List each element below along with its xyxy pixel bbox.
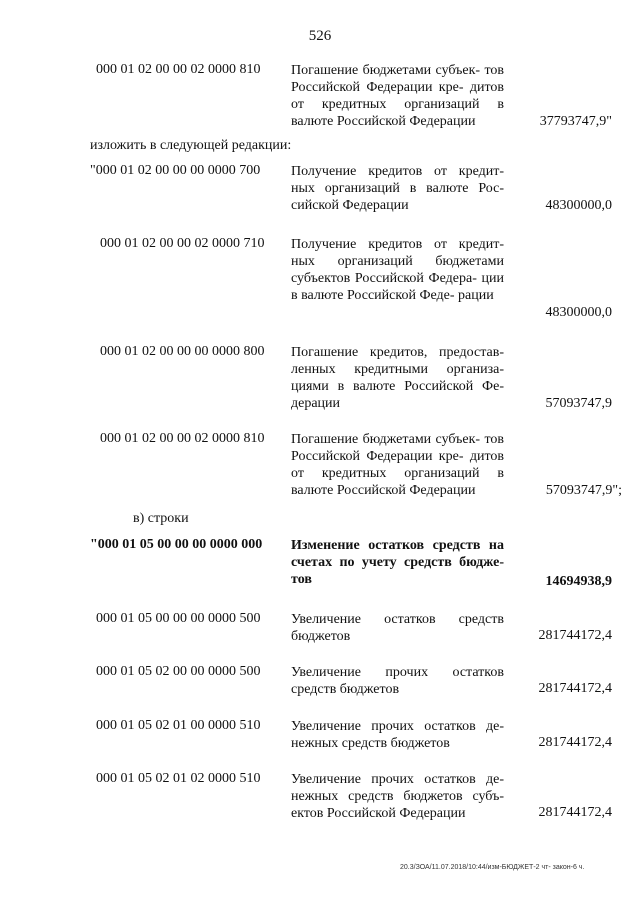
budget-code: 000 01 05 00 00 00 0000 500 — [96, 611, 261, 626]
document-footer: 20.3/ЗОА/11.07.2018/10:44/изм-БЮДЖЕТ-2 чт- закон-6 ч. — [400, 864, 585, 871]
row-description: Увеличение остатков средств бюджетов — [291, 612, 504, 644]
row-description: Увеличение прочих остатков де- нежных средств бюджетов субъ- ектов Российской Федерации — [291, 772, 504, 821]
row-amount: 48300000,0 — [545, 305, 612, 320]
row-description: Изменение остатков средств на счетах по учету средств бюдже- тов — [291, 538, 504, 587]
page-number: 526 — [308, 28, 332, 44]
row-description: Получение кредитов от кредит- ных организаций бюджетами субъектов Российской Федера- ции в валюте Российской Феде- рации — [291, 237, 504, 303]
row-amount: 57093747,9 — [545, 396, 612, 411]
row-description: Погашение бюджетами субъек- тов Российской Федерации кре- дитов от кредитных организаций в валюте Российской Федерации — [291, 63, 504, 129]
row-description: Увеличение прочих остатков де- нежных средств бюджетов — [291, 719, 504, 751]
row-description: Получение кредитов от кредит- ных организаций в валюте Рос- сийской Федерации — [291, 164, 504, 213]
budget-code: 000 01 05 02 01 00 0000 510 — [96, 718, 261, 733]
budget-code: 000 01 02 00 00 02 0000 710 — [100, 236, 265, 251]
budget-code: 000 01 05 02 00 00 0000 500 — [96, 664, 261, 679]
row-amount: 281744172,4 — [538, 735, 612, 750]
budget-code: 000 01 05 02 01 02 0000 510 — [96, 771, 261, 786]
row-description: Погашение бюджетами субъек- тов Российской Федерации кре- дитов от кредитных организаций в валюте Российской Федерации — [291, 432, 504, 498]
budget-code: "000 01 05 00 00 00 0000 000 — [90, 537, 263, 552]
row-amount: 281744172,4 — [538, 681, 612, 696]
budget-code: 000 01 02 00 00 02 0000 810 — [100, 431, 265, 446]
row-amount: 57093747,9"; — [545, 483, 622, 498]
row-amount: 37793747,9" — [539, 114, 612, 129]
row-amount: 281744172,4 — [538, 628, 612, 643]
row-amount: 14694938,9 — [545, 574, 612, 589]
row-amount: 48300000,0 — [545, 198, 612, 213]
budget-code: 000 01 02 00 00 02 0000 810 — [96, 62, 261, 77]
instruction-text: в) строки — [133, 511, 189, 526]
budget-code: "000 01 02 00 00 00 0000 700 — [90, 163, 261, 178]
row-description: Погашение кредитов, предостав- ленных кредитными организа- циями в валюте Российской Фе- дерации — [291, 345, 504, 411]
budget-code: 000 01 02 00 00 00 0000 800 — [100, 344, 265, 359]
instruction-text: изложить в следующей редакции: — [90, 138, 292, 153]
row-amount: 281744172,4 — [538, 805, 612, 820]
row-description: Увеличение прочих остатков средств бюджетов — [291, 665, 504, 697]
